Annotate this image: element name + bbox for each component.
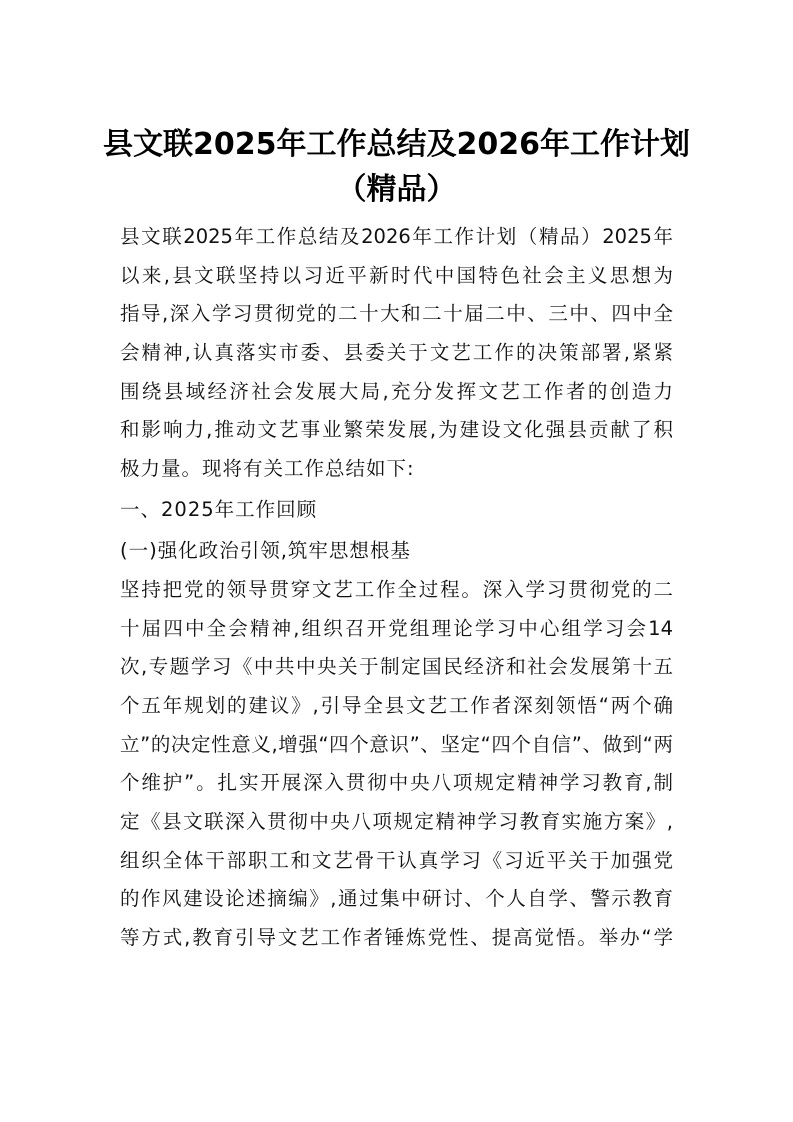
body-line: 十届四中全会精神,组织召开党组理论学习中心组学习会14 [120,616,673,640]
body-line: 县文联2025年工作总结及2026年工作计划（精品）2025年 [120,225,673,248]
section-heading: 一、2025年工作回顾 [120,497,318,521]
body-line: 坚持把党的领导贯穿文艺工作全过程。深入学习贯彻党的二 [120,577,673,601]
body-line: 次,专题学习《中共中央关于制定国民经济和社会发展第十五 [120,655,673,679]
body-line: 组织全体干部职工和文艺骨干认真学习《习近平关于加强党 [120,848,673,872]
body-line: 的作风建设论述摘编》,通过集中研讨、个人自学、警示教育 [120,887,673,911]
document-title: 县文联2025年工作总结及2026年工作计划 [103,127,690,162]
document-body [120,218,673,958]
document-title-suffix: （精品） [336,172,457,207]
body-line: 以来,县文联坚持以习近平新时代中国特色社会主义思想为 [120,263,673,287]
body-line: 个维护”。扎实开展深入贯彻中央八项规定精神学习教育,制 [120,771,673,795]
body-line: 围绕县域经济社会发展大局,充分发挥文艺工作者的创造力 [120,379,673,403]
body-line: 和影响力,推动文艺事业繁荣发展,为建设文化强县贡献了积 [120,418,673,442]
body-line: 立”的决定性意义,增强“四个意识”、坚定“四个自信”、做到“两 [120,732,673,756]
body-line: 个五年规划的建议》,引导全县文艺工作者深刻领悟“两个确 [120,693,673,717]
body-line: 会精神,认真落实市委、县委关于文艺工作的决策部署,紧紧 [120,341,673,365]
subsection-heading: (一)强化政治引领,筑牢思想根基 [120,538,411,562]
body-line: 等方式,教育引导文艺工作者锤炼党性、提高觉悟。举办“学 [120,926,673,949]
body-line: 指导,深入学习贯彻党的二十大和二十届二中、三中、四中全 [120,302,673,326]
body-line: 定《县文联深入贯彻中央八项规定精神学习教育实施方案》, [120,809,673,833]
body-line: 极力量。现将有关工作总结如下: [120,457,415,481]
